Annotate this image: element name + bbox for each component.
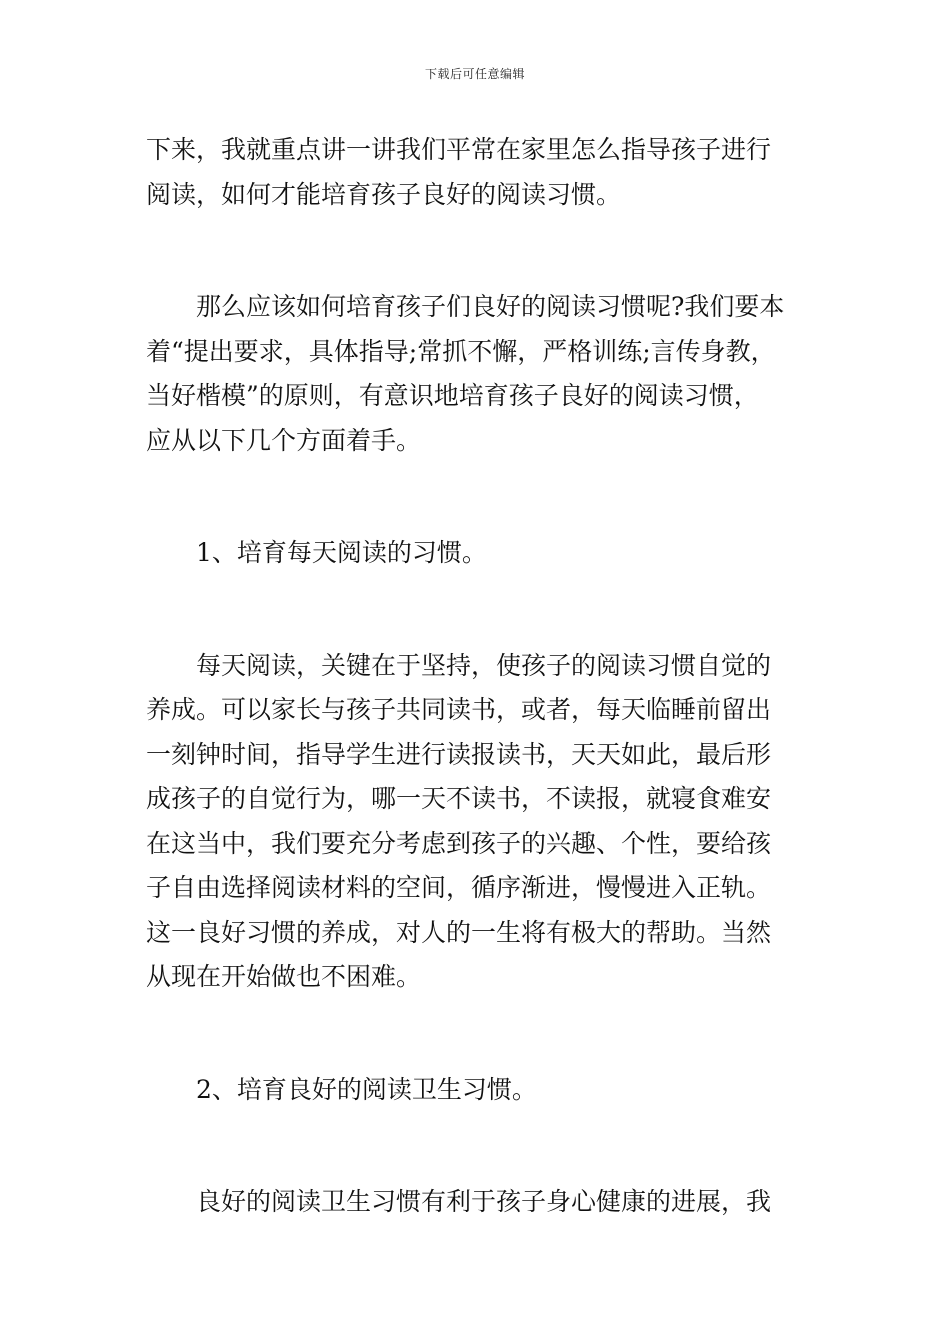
- text-line: 那么应该如何培育孩子们良好的阅读习惯呢?我们要本: [196, 292, 785, 321]
- text-line: 子自由选择阅读材料的空间，循序渐进，慢慢进入正轨。: [146, 873, 772, 902]
- paragraph-1: [146, 128, 816, 217]
- section-heading-text: 1、培育每天阅读的习惯。: [196, 538, 487, 567]
- paragraph-gap: [146, 217, 816, 285]
- text-line: 良好的阅读卫生习惯有利于孩子身心健康的进展，我: [196, 1187, 772, 1216]
- paragraph-3: [146, 644, 816, 1000]
- paragraph-2: [146, 285, 816, 463]
- text-line: 下来，我就重点讲一讲我们平常在家里怎么指导孩子进行: [146, 135, 772, 164]
- text-line: 着“提出要求，具体指导;常抓不懈，严格训练;言传身教，: [146, 336, 776, 366]
- page-header: 下载后可任意编辑: [424, 67, 525, 81]
- text-line: 阅读，如何才能培育孩子良好的阅读习惯。: [146, 179, 622, 209]
- section-heading-2: [146, 1068, 816, 1113]
- section-heading-text: 2、培育良好的阅读卫生习惯。: [196, 1074, 537, 1104]
- paragraph-4: [146, 1180, 816, 1225]
- paragraph-gap: [146, 576, 816, 644]
- paragraph-gap: [146, 1112, 816, 1180]
- paragraph-gap: [146, 1000, 816, 1068]
- text-line: 当好楷模”的原则，有意识地培育孩子良好的阅读习惯，: [146, 381, 759, 410]
- text-line: 这一良好习惯的养成，对人的一生将有极大的帮助。当然: [146, 917, 772, 947]
- paragraph-gap: [146, 463, 816, 531]
- text-line: 养成。可以家长与孩子共同读书，或者，每天临睡前留出: [146, 695, 772, 724]
- text-line: 在这当中，我们要充分考虑到孩子的兴趣、个性，要给孩: [146, 828, 772, 858]
- text-line: 成孩子的自觉行为，哪一天不读书，不读报，就寝食难安: [146, 784, 772, 813]
- text-line: 从现在开始做也不困难。: [146, 962, 422, 991]
- document-body: [146, 128, 816, 1225]
- text-line: 每天阅读，关键在于坚持，使孩子的阅读习惯自觉的: [196, 650, 772, 680]
- section-heading-1: [146, 531, 816, 576]
- text-line: 应从以下几个方面着手。: [146, 425, 422, 455]
- text-line: 一刻钟时间，指导学生进行读报读书，天天如此，最后形: [146, 739, 772, 769]
